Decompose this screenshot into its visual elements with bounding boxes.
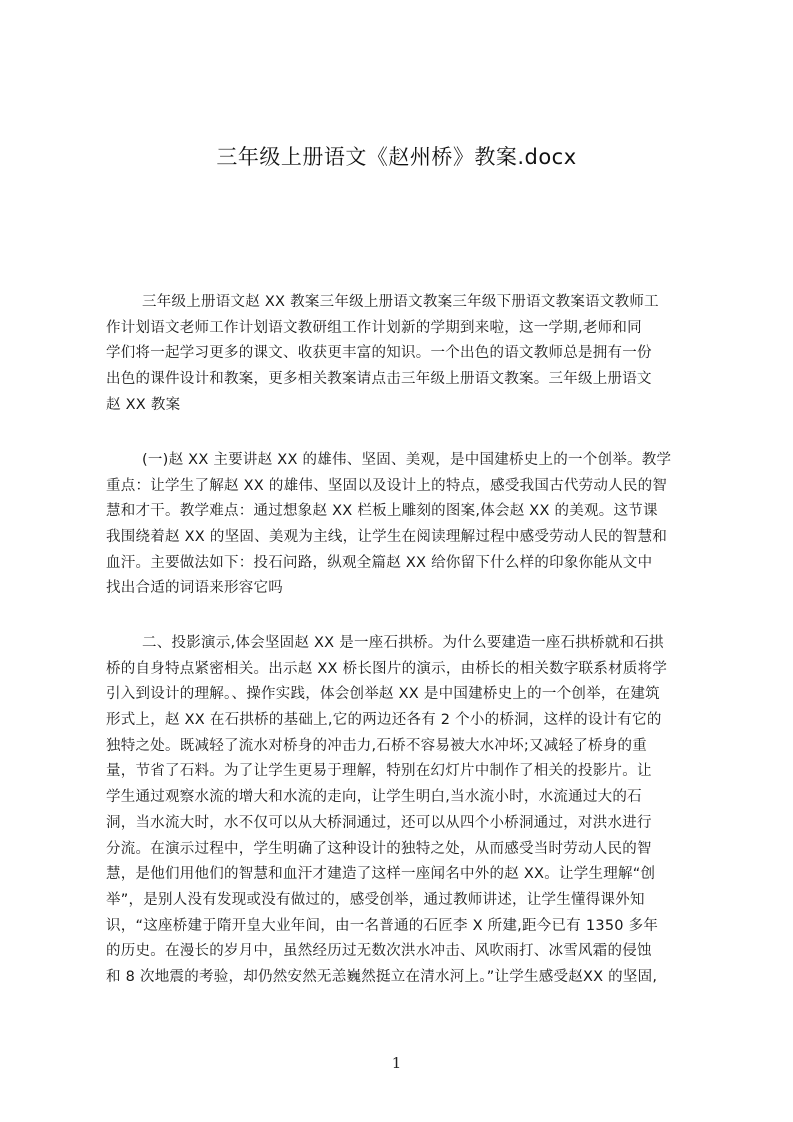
text-line: 分流。在演示过程中，学生明确了这种设计的独特之处，从而感受当时劳动人民的智 <box>106 840 652 857</box>
text-line: (一)赵 XX 主要讲赵 XX 的雄伟、坚固、美观，是中国建桥史上的一个创举。教学 <box>142 452 672 468</box>
text-line: 出色的课件设计和教案，更多相关教案请点击三年级上册语文教案。三年级上册语文 <box>106 371 652 388</box>
text-line: 血汗。主要做法如下：投石问路，纵观全篇赵 XX 给你留下什么样的印象你能从文中 <box>106 554 653 571</box>
text-line: 三年级上册语文赵 XX 教案三年级上册语文教案三年级下册语文教案语文教师工 <box>142 294 659 310</box>
text-line: 形式上，赵 XX 在石拱桥的基础上,它的两边还各有 2 个小的桥洞，这样的设计有它的 <box>106 712 662 729</box>
text-line: 独特之处。既减轻了流水对桥身的冲击力,石桥不容易被大水冲坏;又减轻了桥身的重 <box>106 737 647 754</box>
text-line: 慧，是他们用他们的智慧和血汗才建造了这样一座闻名中外的赵 XX。让学生理解“创 <box>106 866 656 883</box>
text-line: 赵 XX 教案 <box>106 396 181 413</box>
text-line: 识，“这座桥建于隋开皇大业年间，由一名普通的石匠李 X 所建,距今已有 1350 多年 <box>106 917 659 934</box>
text-line: 慧和才干。教学难点：通过想象赵 XX 栏板上雕刻的图案,体会赵 XX 的美观。这节课 <box>106 503 658 520</box>
paragraph-section-one <box>106 448 698 602</box>
text-line: 的历史。在漫长的岁月中，虽然经历过无数次洪水冲击、风吹雨打、冰雪风霜的侵蚀 <box>106 943 652 960</box>
text-line: 桥的自身特点紧密相关。出示赵 XX 桥长图片的演示，由桥长的相关数字联系材质将学 <box>106 660 668 677</box>
text-line: 重点：让学生了解赵 XX 的雄伟、坚固以及设计上的特点，感受我国古代劳动人民的智 <box>106 477 668 494</box>
text-line: 学生通过观察水流的增大和水流的走向，让学生明白,当水流小时，水流通过大的石 <box>106 789 642 806</box>
text-line: 和 8 次地震的考验，却仍然安然无恙巍然挺立在清水河上。”让学生感受赵XX 的坚固, <box>106 968 658 985</box>
page-number: 1 <box>391 1054 402 1072</box>
document-title: 三年级上册语文《赵州桥》教案.docx <box>216 145 577 169</box>
text-line: 学们将一起学习更多的课文、收获更丰富的知识。一个出色的语文教师总是拥有一份 <box>106 345 652 362</box>
text-line: 作计划语文老师工作计划语文教研组工作计划新的学期到来啦，这一学期,老师和同 <box>106 319 642 336</box>
text-line: 举”，是别人没有发现或没有做过的，感受创举，通过教师讲述，让学生懂得课外知 <box>106 891 645 908</box>
text-line: 二、投影演示,体会坚固赵 XX 是一座石拱桥。为什么要建造一座石拱桥就和石拱 <box>142 635 664 651</box>
text-line: 洞，当水流大时，水不仅可以从大桥洞通过，还可以从四个小桥洞通过，对洪水进行 <box>106 814 652 831</box>
text-line: 量，节省了石料。为了让学生更易于理解，特别在幻灯片中制作了相关的投影片。让 <box>106 763 652 780</box>
text-line: 我围绕着赵 XX 的坚固、美观为主线，让学生在阅读理解过程中感受劳动人民的智慧和 <box>106 529 668 546</box>
text-line: 找出合适的词语来形容它吗 <box>106 580 283 597</box>
paragraph-intro <box>106 290 698 418</box>
paragraph-section-two <box>106 631 698 991</box>
text-line: 引入到设计的理解。、操作实践，体会创举赵 XX 是中国建桥史上的一个创举，在建筑 <box>106 686 660 703</box>
